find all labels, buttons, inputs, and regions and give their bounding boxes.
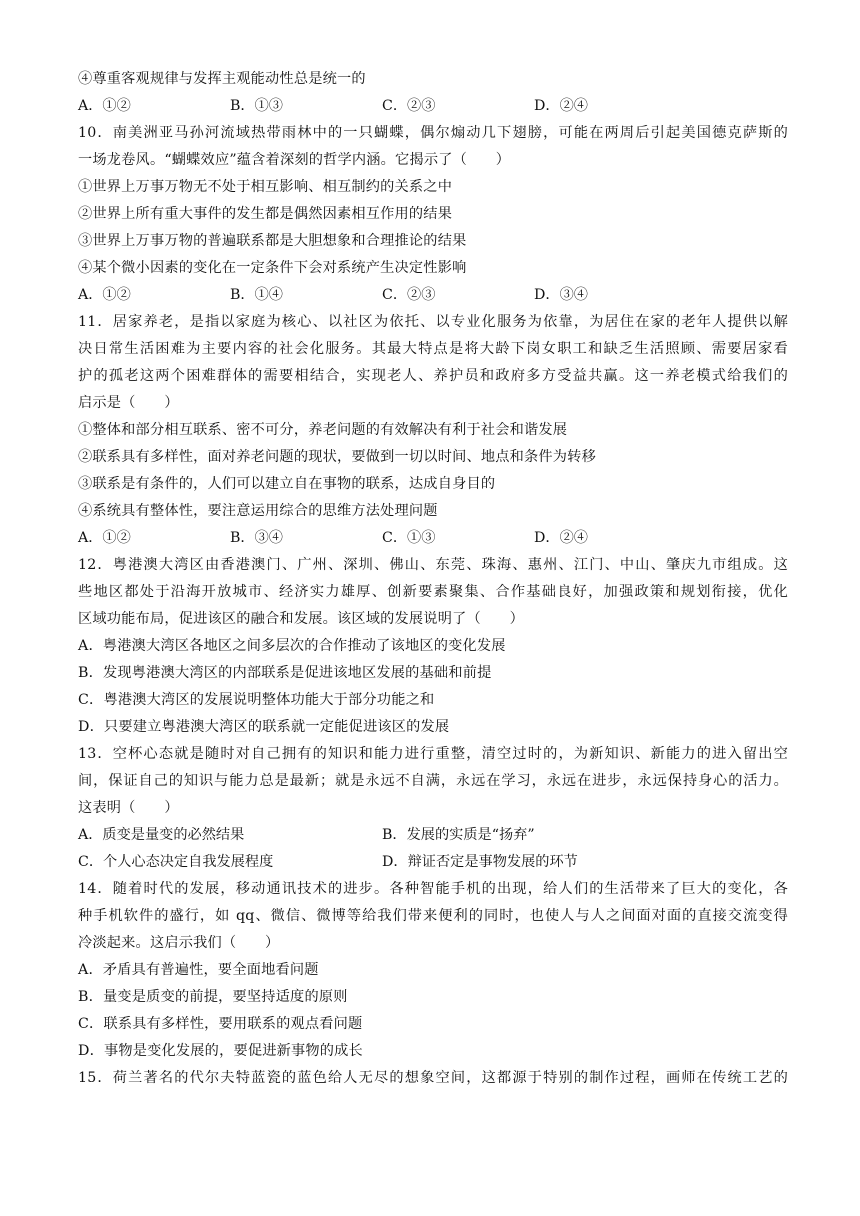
q11-option-b: B．③④ [230,530,283,546]
q11-statement-2: ②联系具有多样性，面对养老问题的现状，要做到一切以时间、地点和条件为转移 [78,449,596,465]
q14-option-a: A．矛盾具有普遍性，要全面地看问题 [78,962,319,978]
q11-option-a: A．①② [78,530,131,546]
q10-option-d: D．③④ [534,287,588,303]
q9-statement-4: ④尊重客观规律与发挥主观能动性总是统一的 [78,71,366,87]
q10-statement-3: ③世界上万事万物的普遍联系都是大胆想象和合理推论的结果 [78,233,467,249]
q11-stem-line-3: 护的孤老这两个困难群体的需要相结合，实现老人、养护员和政府多方受益共赢。这一养老模式给我们的 [78,368,788,384]
q12-option-d: D．只要建立粤港澳大湾区的联系就一定能促进该区的发展 [78,719,450,735]
q9-option-d: D．②④ [534,98,588,114]
q9-option-a: A．①② [78,98,131,114]
q10-stem-line-1: 10．南美洲亚马孙河流域热带雨林中的一只蝴蝶，偶尔煽动几下翅膀，可能在两周后引起美国德克萨斯的 [78,125,788,141]
q14-option-b: B．量变是质变的前提，要坚持适度的原则 [78,989,348,1005]
q15-stem-line-1: 15．荷兰著名的代尔夫特蓝瓷的蓝色给人无尽的想象空间，这都源于特别的制作过程，画师在传统工艺的 [78,1070,788,1086]
q9-option-c: C．②③ [382,98,436,114]
q12-stem-line-1: 12．粤港澳大湾区由香港澳门、广州、深圳、佛山、东莞、珠海、惠州、江门、中山、肇庆九市组成。这 [78,557,788,573]
q11-stem-line-2: 决日常生活困难为主要内容的社会化服务。其最大特点是将大龄下岗女职工和缺乏生活照顾、需要居家看 [78,341,788,357]
q13-stem-line-2: 间，保证自己的知识与能力总是最新；就是永远不自满，永远在学习，永远在进步，永远保持身心的活力。 [78,773,788,789]
q14-stem-line-1: 14．随着时代的发展，移动通讯技术的进步。各种智能手机的出现，给人们的生活带来了巨大的变化，各 [78,881,788,897]
q13-option-b: B．发展的实质是“扬弃” [382,827,535,843]
q13-stem-line-1: 13．空杯心态就是随时对自己拥有的知识和能力进行重整，清空过时的，为新知识、新能力的进入留出空 [78,746,788,762]
q10-statement-2: ②世界上所有重大事件的发生都是偶然因素相互作用的结果 [78,206,453,222]
q11-statement-1: ①整体和部分相互联系、密不可分，养老问题的有效解决有利于社会和谐发展 [78,422,568,438]
q10-statement-1: ①世界上万事万物无不处于相互影响、相互制约的关系之中 [78,179,453,195]
q13-option-a: A．质变是量变的必然结果 [78,827,245,843]
q10-statement-4: ④某个微小因素的变化在一定条件下会对系统产生决定性影响 [78,260,467,276]
q14-option-c: C．联系具有多样性，要用联系的观点看问题 [78,1016,363,1032]
q13-option-d: D．辩证否定是事物发展的环节 [382,854,578,870]
q10-stem-line-2: 一场龙卷风。“蝴蝶效应”蕴含着深刻的哲学内涵。它揭示了（ ） [78,152,511,168]
q12-stem-line-3: 区域功能布局，促进该区的融合和发展。该区域的发展说明了（ ） [78,611,525,627]
q10-option-b: B．①④ [230,287,283,303]
q12-option-b: B．发现粤港澳大湾区的内部联系是促进该地区发展的基础和前提 [78,665,492,681]
q11-option-c: C．①③ [382,530,436,546]
q11-stem-line-1: 11．居家养老，是指以家庭为核心、以社区为依托、以专业化服务为依靠，为居住在家的老年人提供以解 [78,314,788,330]
q14-option-d: D．事物是变化发展的，要促进新事物的成长 [78,1043,363,1059]
q14-stem-line-2: 种手机软件的盛行，如 qq、微信、微博等给我们带来便利的同时，也使人与人之间面对面的直接交流变得 [78,908,788,924]
q11-statement-3: ③联系是有条件的，人们可以建立自在事物的联系，达成自身目的 [78,476,496,492]
q10-option-a: A．①② [78,287,131,303]
q10-option-c: C．②③ [382,287,436,303]
q13-stem-line-3: 这表明（ ） [78,800,179,816]
q11-option-d: D．②④ [534,530,588,546]
q12-stem-line-2: 些地区都处于沿海开放城市、经济实力雄厚、创新要素聚集、合作基础良好，加强政策和规划衔接，优化 [78,584,788,600]
q9-option-b: B．①③ [230,98,283,114]
q13-option-c: C．个人心态决定自我发展程度 [78,854,274,870]
q11-statement-4: ④系统具有整体性，要注意运用综合的思维方法处理问题 [78,503,438,519]
q12-option-c: C．粤港澳大湾区的发展说明整体功能大于部分功能之和 [78,692,435,708]
q12-option-a: A．粤港澳大湾区各地区之间多层次的合作推动了该地区的变化发展 [78,638,506,654]
q11-stem-line-4: 启示是（ ） [78,395,179,411]
q14-stem-line-3: 冷淡起来。这启示我们（ ） [78,935,280,951]
